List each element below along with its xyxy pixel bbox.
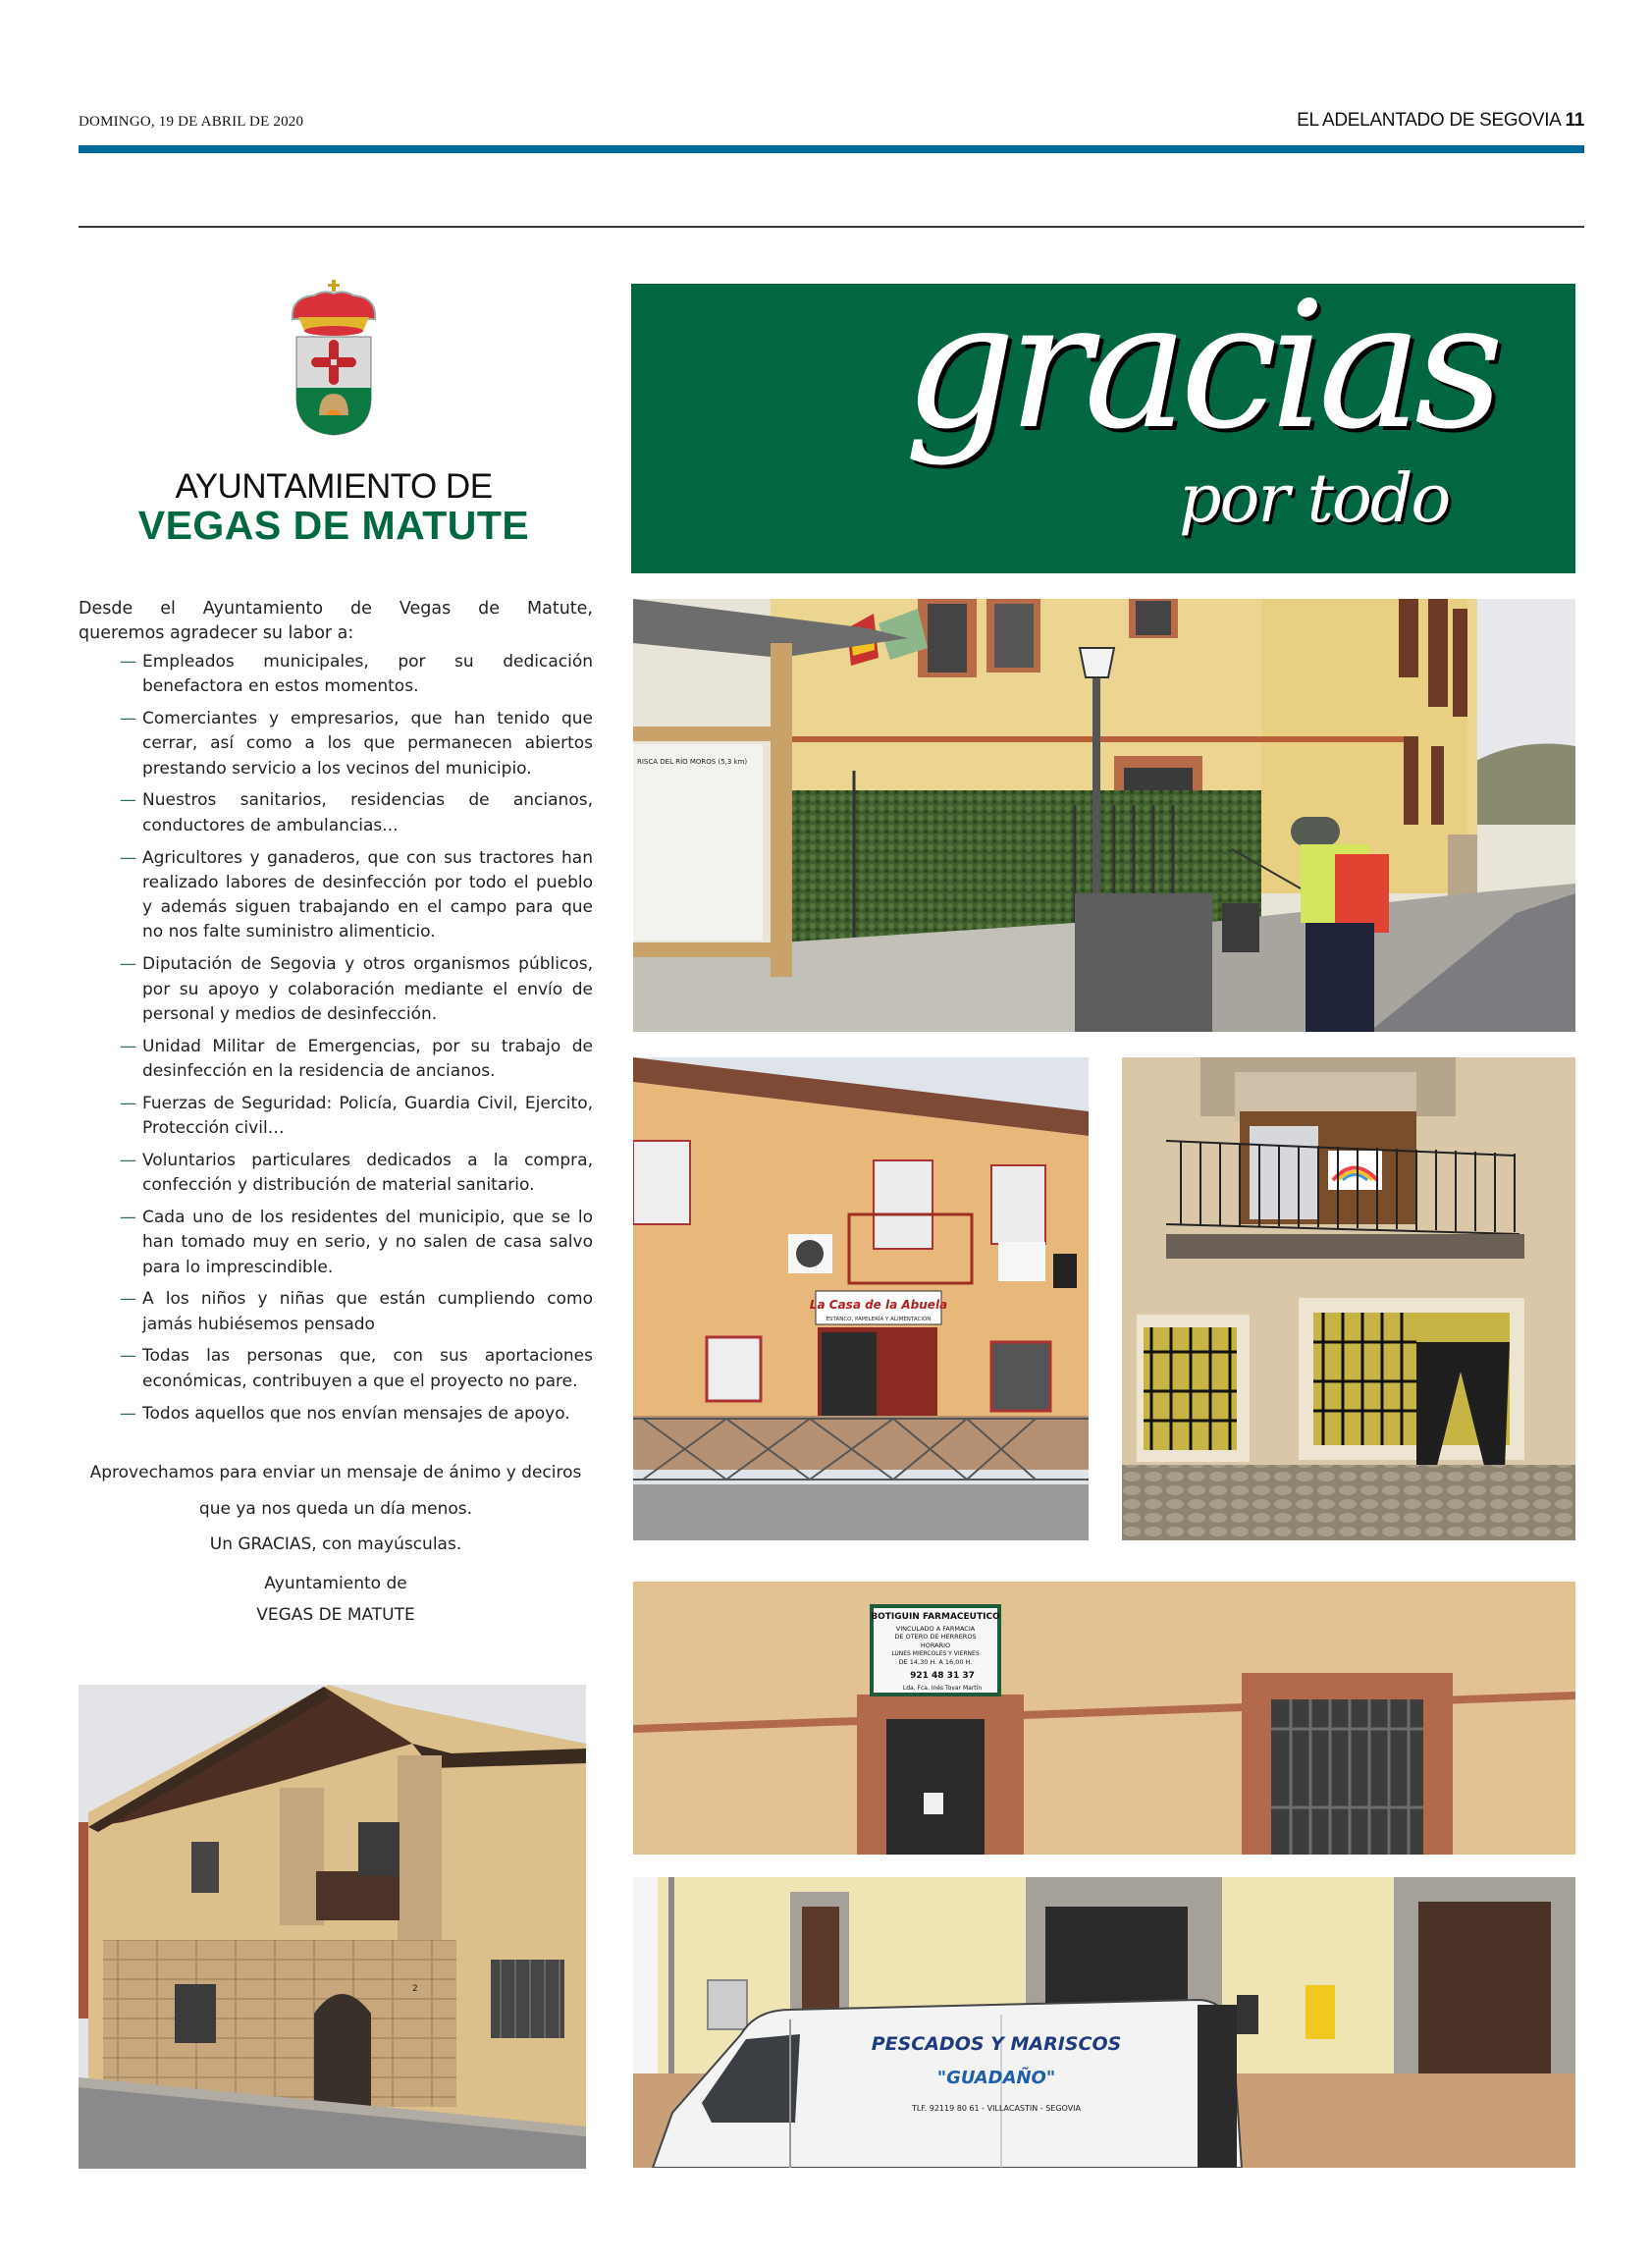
newspaper-name: EL ADELANTADO DE SEGOVIA (1297, 110, 1561, 131)
thanks-item: — Diputación de Segovia y otros organismos públicos, por su apoyo y colaboración mediante el envío de personal y medios de desinfección. (120, 954, 593, 1024)
dash-bullet-icon: — (120, 652, 136, 672)
dash-bullet-icon: — (120, 954, 136, 975)
photo-fish-van (633, 1877, 1575, 2168)
dash-bullet-icon: — (120, 1093, 136, 1113)
svg-text:Lda. Fca. Inés Tovar Martín: Lda. Fca. Inés Tovar Martín (902, 1685, 983, 1692)
signature-line: Ayuntamiento de (264, 1574, 407, 1593)
thanks-item: — Empleados municipales, por su dedicación benefactora en estos momentos. (120, 652, 593, 697)
svg-text:LUNES MIERCOLES Y VIERNES: LUNES MIERCOLES Y VIERNES (891, 1650, 980, 1657)
intro-paragraph (79, 597, 593, 646)
svg-text:2: 2 (412, 1984, 418, 1994)
section-divider (79, 226, 1584, 228)
intro-line-2: queremos agradecer su labor a: (79, 623, 354, 643)
photo-town-hall (633, 599, 1575, 1032)
thanks-item: — Nuestros sanitarios, residencias de ancianos, conductores de ambulancias... (120, 790, 593, 835)
advertiser-name: VEGAS DE MATUTE (137, 503, 530, 548)
photo-pharmacy (633, 1582, 1575, 1855)
thanks-item: — Cada uno de los residentes del municipio, que se lo han tomado muy en serio, y no salen de casa salvo para lo imprescindible. (120, 1207, 593, 1277)
gracias-banner (631, 284, 1575, 573)
svg-text:"GUADAÑO": "GUADAÑO" (936, 2068, 1056, 2088)
svg-text:TLF. 92119 80 61 - VILLACASTIN: TLF. 92119 80 61 - VILLACASTIN - SEGOVIA (911, 2104, 1082, 2113)
dash-bullet-icon: — (120, 1150, 136, 1170)
coat-of-arms-icon (285, 280, 383, 437)
page-number: 11 (1565, 110, 1584, 131)
svg-text:RISCA DEL RÍO MOROS (5,3 km): RISCA DEL RÍO MOROS (5,3 km) (637, 758, 748, 766)
photo-shop-facade (633, 1057, 1089, 1540)
closing-line: que ya nos queda un día menos. (198, 1498, 473, 1519)
thanks-item: — Unidad Militar de Emergencias, por su trabajo de desinfección en la residencia de ancianos. (120, 1036, 593, 1081)
thanks-list (120, 650, 593, 1433)
header-accent-bar (79, 145, 1584, 153)
thanks-item: — Comerciantes y empresarios, que han tenido que cerrar, así como a los que permanecen abiertos prestando servicio a los vecinos del municipio. (120, 709, 593, 779)
thanks-item: — Voluntarios particulares dedicados a la compra, confección y distribución de material sanitario. (120, 1150, 593, 1196)
svg-text:La Casa de la Abuela: La Casa de la Abuela (809, 1298, 948, 1312)
svg-text:ESTANCO, PAPELERÍA Y ALIMENTAC: ESTANCO, PAPELERÍA Y ALIMENTACIÓN (826, 1317, 932, 1322)
thanks-item: — Fuerzas de Seguridad: Policía, Guardia Civil, Ejercito, Protección civil… (120, 1093, 593, 1139)
dash-bullet-icon: — (120, 709, 136, 729)
svg-text:VINCULADO A FARMACIA: VINCULADO A FARMACIA (895, 1625, 976, 1633)
dash-bullet-icon: — (120, 790, 136, 811)
thanks-item: — A los niños y niñas que están cumpliendo como jamás hubiésemos pensado (120, 1289, 593, 1334)
svg-text:HORARIO: HORARIO (920, 1642, 951, 1649)
photo-balcony-house (1122, 1057, 1575, 1540)
advertiser-label: AYUNTAMIENTO DE (175, 467, 493, 506)
svg-text:DE 14,30 H. A 16,00 H.: DE 14,30 H. A 16,00 H. (898, 1658, 973, 1666)
closing-line: Aprovechamos para enviar un mensaje de ánimo y deciros (89, 1463, 582, 1482)
dash-bullet-icon: — (120, 1207, 136, 1227)
dash-bullet-icon: — (120, 1289, 136, 1310)
banner-title: gracias (904, 284, 1497, 467)
svg-text:PESCADOS Y MARISCOS: PESCADOS Y MARISCOS (871, 2033, 1122, 2055)
dash-bullet-icon: — (120, 1036, 136, 1056)
closing-message (79, 1460, 593, 1634)
closing-line: Un GRACIAS, con mayúsculas. (209, 1534, 462, 1554)
newspaper-header (1297, 110, 1584, 132)
svg-text:921 48 31 37: 921 48 31 37 (910, 1671, 975, 1681)
signature-name: VEGAS DE MATUTE (256, 1605, 415, 1625)
intro-line-1: Desde el Ayuntamiento de Vegas de Matute, (79, 599, 593, 619)
photo-stone-house (79, 1685, 586, 2169)
thanks-item: — Todos aquellos que nos envían mensajes de apoyo. (120, 1402, 593, 1427)
thanks-item: — Todas las personas que, con sus aportaciones económicas, contribuyen a que el proyecto no pare. (120, 1346, 593, 1391)
dash-bullet-icon: — (120, 847, 136, 868)
edition-date: DOMINGO, 19 DE ABRIL DE 2020 (79, 114, 304, 130)
banner-subtitle: por todo (1179, 460, 1450, 538)
dash-bullet-icon: — (120, 1403, 136, 1424)
dash-bullet-icon: — (120, 1346, 136, 1367)
svg-text:BOTIGUIN FARMACEUTICO: BOTIGUIN FARMACEUTICO (871, 1612, 1000, 1622)
svg-text:DE OTERO DE HERREROS: DE OTERO DE HERREROS (894, 1633, 977, 1641)
thanks-item: — Agricultores y ganaderos, que con sus tractores han realizado labores de desinfección por todo el pueblo y además siguen trabajando en el campo para que no nos falte suministro alimenticio. (120, 847, 593, 942)
